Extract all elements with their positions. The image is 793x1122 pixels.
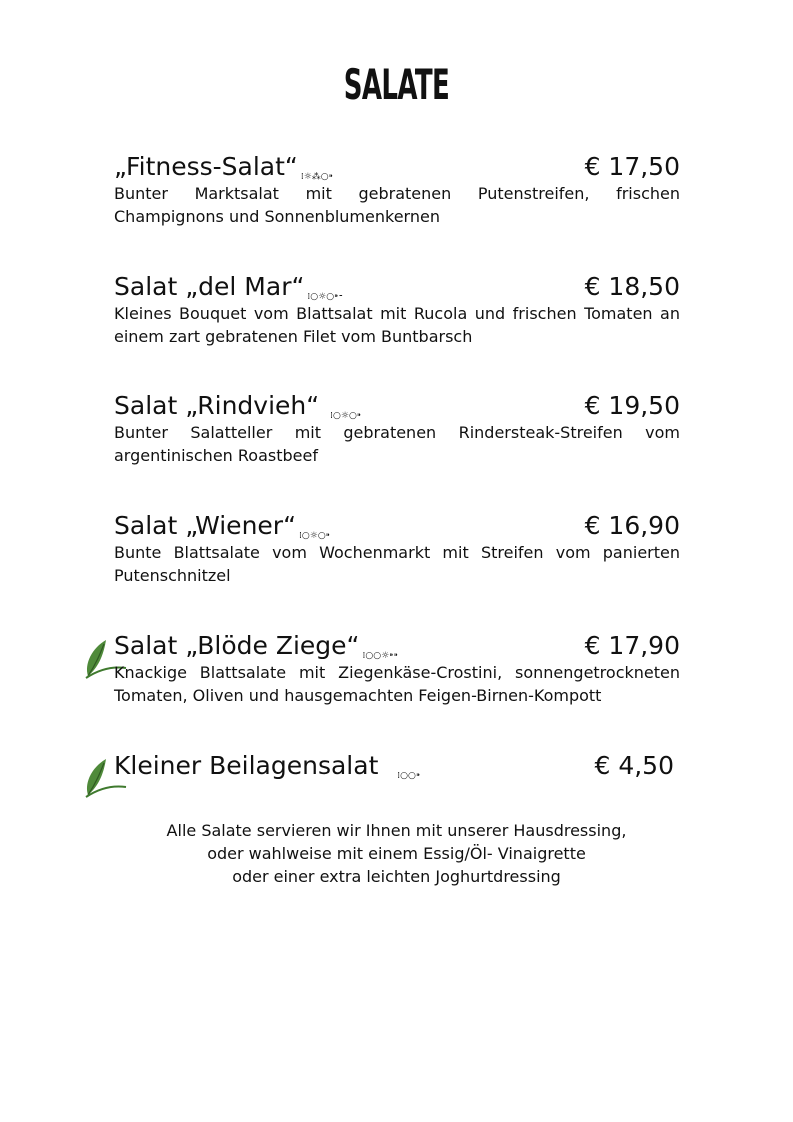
item-price: € 17,50 [584,152,680,181]
menu-item [114,509,680,587]
item-description: Bunte Blattsalate vom Wochenmarkt mit Streifen vom panierten Putenschnitzel [114,543,680,585]
item-title: Salat „Blöde Ziege“ [114,631,360,660]
item-name [114,270,343,314]
allergen-icons: ⁞○☼○⁍ [330,411,362,421]
allergen-icons: ⁞○○☼⁍⁍ [362,651,399,661]
menu-item [114,629,680,707]
item-title: Kleiner Beilagensalat [114,751,379,780]
page-title: SALATE [343,60,450,109]
dressing-note-line: oder wahlweise mit einem Essig/Öl- Vinaigrette [207,844,586,863]
item-description: Knackige Blattsalate mit Ziegenkäse-Crostini, sonnengetrockneten Tomaten, Oliven und hausgemachten Feigen-Birnen-Kompott [114,663,680,705]
menu-item [114,150,680,228]
dressing-note [0,819,793,888]
allergen-icons: ⁞☼⁂○⁍ [300,172,334,182]
menu-item [114,749,674,783]
item-name [114,150,333,194]
item-price: € 19,50 [584,391,680,420]
allergen-icons: ⁞○☼○⁍⁃ [307,292,344,302]
allergen-icons: ⁞○○⁍ [397,771,421,781]
item-price: € 18,50 [584,272,680,301]
dressing-note-line: Alle Salate servieren wir Ihnen mit unserer Hausdressing, [166,821,627,840]
item-title: „Fitness-Salat“ [114,152,298,181]
item-description: Bunter Salatteller mit gebratenen Rindersteak-Streifen vom argentinischen Roastbeef [114,423,680,465]
item-name [114,389,361,433]
dressing-note-line: oder einer extra leichten Joghurtdressing [232,867,561,886]
item-description: Kleines Bouquet vom Blattsalat mit Rucola und frischen Tomaten an einem zart gebratenen Filet vom Buntbarsch [114,304,680,346]
menu-item [114,270,680,348]
allergen-icons: ⁞○☼○⁍ [299,531,331,541]
item-price: € 16,90 [584,511,680,540]
item-title: Salat „del Mar“ [114,272,305,301]
item-title: Salat „Wiener“ [114,511,297,540]
item-price: € 17,90 [584,631,680,660]
item-name [114,749,420,793]
item-name [114,509,330,553]
item-name [114,629,398,673]
menu-item [114,389,680,467]
item-title: Salat „Rindvieh“ [114,391,320,420]
item-price: € 4,50 [594,751,674,780]
item-description: Bunter Marktsalat mit gebratenen Putenstreifen, frischen Champignons und Sonnenblumenkernen [114,184,680,226]
